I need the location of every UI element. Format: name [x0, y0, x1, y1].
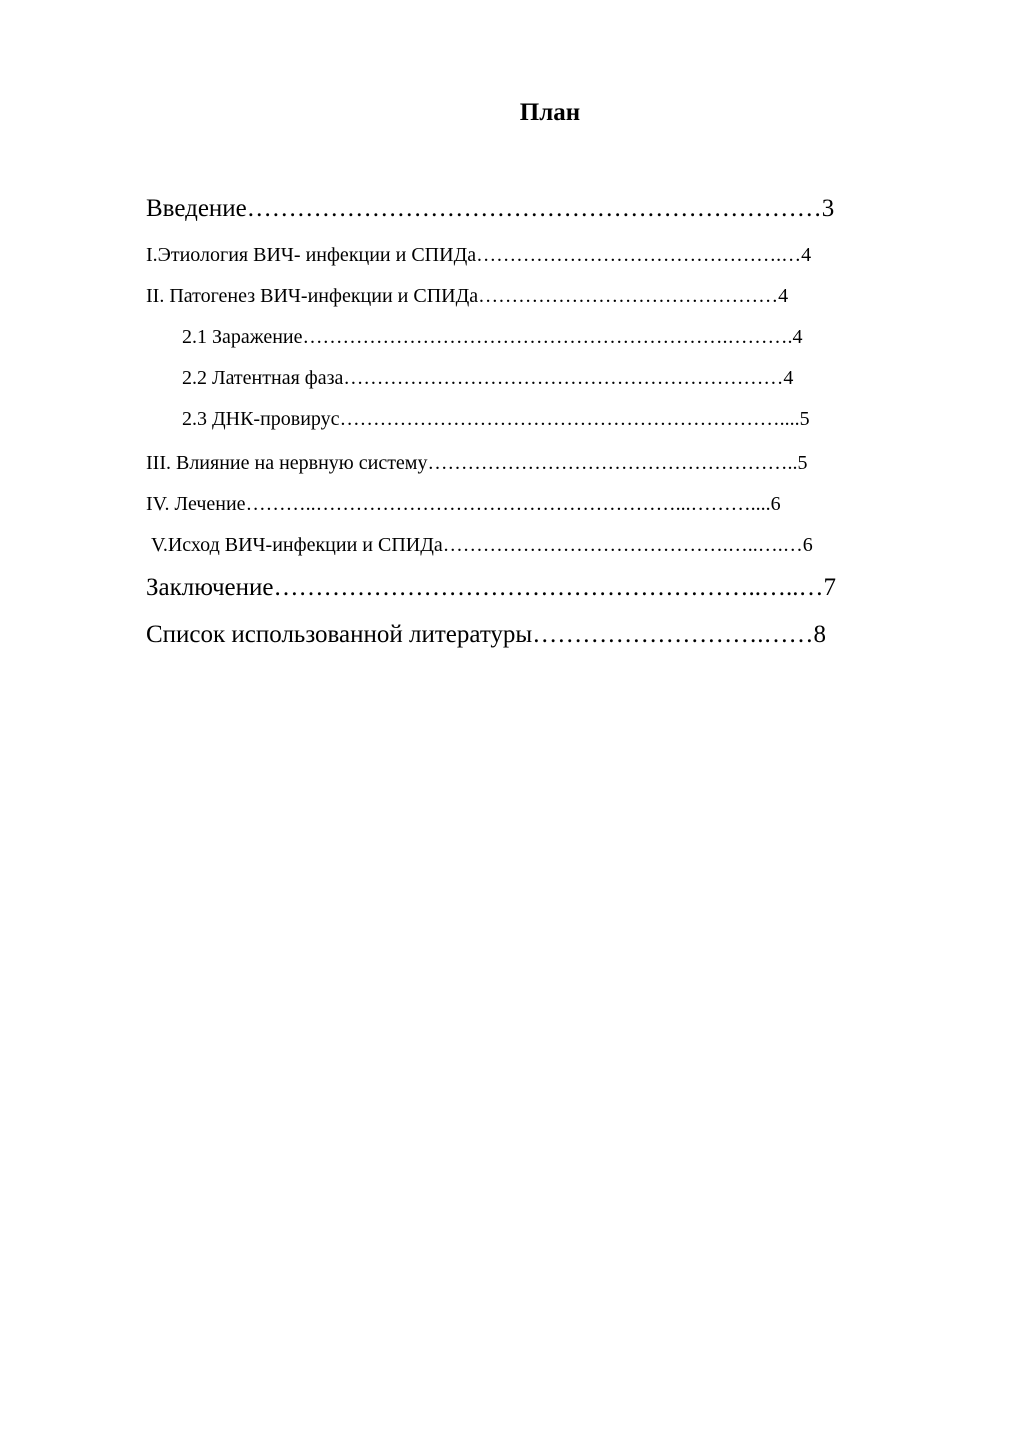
toc-entry-infection — [182, 323, 803, 351]
toc-entry-page: 4 — [792, 326, 803, 348]
toc-entry-page: 4 — [778, 285, 789, 307]
toc-entry-leader: …………………………………….…..….… — [442, 534, 803, 556]
toc-entry-page: 6 — [770, 493, 781, 515]
toc-entry-label: V.Исход ВИЧ-инфекции и СПИДа — [151, 534, 443, 556]
toc-entry-latent-phase — [182, 364, 793, 392]
toc-entry-leader: ………..………………………………………………...……….... — [245, 493, 771, 515]
toc-entry-dna-provirus — [182, 405, 810, 433]
toc-entry-page: 6 — [802, 534, 813, 556]
toc-entry-page: 3 — [821, 195, 835, 222]
toc-entry-leader: ……………………………………… — [478, 285, 779, 307]
toc-entry-page: 5 — [799, 408, 810, 430]
toc-entry-label: II. Патогенез ВИЧ-инфекции и СПИДа — [146, 285, 479, 307]
toc-entry-label: I.Этиология ВИЧ- инфекции и СПИДа — [146, 244, 477, 266]
toc-entry-leader: …………………………………………………..…..… — [273, 574, 824, 601]
toc-entry-label: III. Влияние на нервную систему — [146, 452, 428, 474]
toc-entry-leader: ……………………………………….… — [476, 244, 802, 266]
toc-entry-label: 2.3 ДНК-провирус — [182, 408, 340, 430]
toc-entry-nervous-system — [146, 449, 807, 477]
toc-entry-page: 7 — [823, 574, 836, 601]
toc-entry-label: IV. Лечение — [146, 493, 246, 515]
toc-entry-page: 4 — [801, 244, 812, 266]
toc-entry-leader: ………………………………………………………….... — [339, 408, 800, 430]
toc-entry-page: 5 — [797, 452, 808, 474]
toc-entry-label: Введение — [146, 195, 247, 222]
toc-entry-etiology — [146, 241, 811, 269]
toc-entry-leader: ………………………………………………………… — [343, 367, 784, 389]
toc-entry-references — [146, 621, 826, 649]
toc-entry-outcome — [151, 531, 813, 559]
toc-entry-leader: ……………………………………………………….………. — [302, 326, 793, 348]
toc-entry-page: 4 — [783, 367, 794, 389]
toc-entry-label: Заключение — [146, 574, 274, 601]
toc-entry-pathogenesis — [146, 282, 788, 310]
toc-entry-treatment — [146, 490, 781, 518]
toc-entry-label: Список использованной литературы — [146, 621, 533, 648]
page-title: План — [519, 99, 581, 126]
toc-entry-conclusion — [146, 574, 836, 602]
toc-entry-leader: ……………………………………………….. — [427, 452, 798, 474]
toc-entry-label: 2.1 Заражение — [182, 326, 303, 348]
toc-entry-leader: ……………………….…… — [532, 621, 814, 648]
toc-entry-introduction — [146, 195, 834, 223]
toc-entry-leader: …………………………………………………………… — [246, 195, 822, 222]
toc-entry-page: 8 — [813, 621, 826, 648]
toc-entry-label: 2.2 Латентная фаза — [182, 367, 344, 389]
